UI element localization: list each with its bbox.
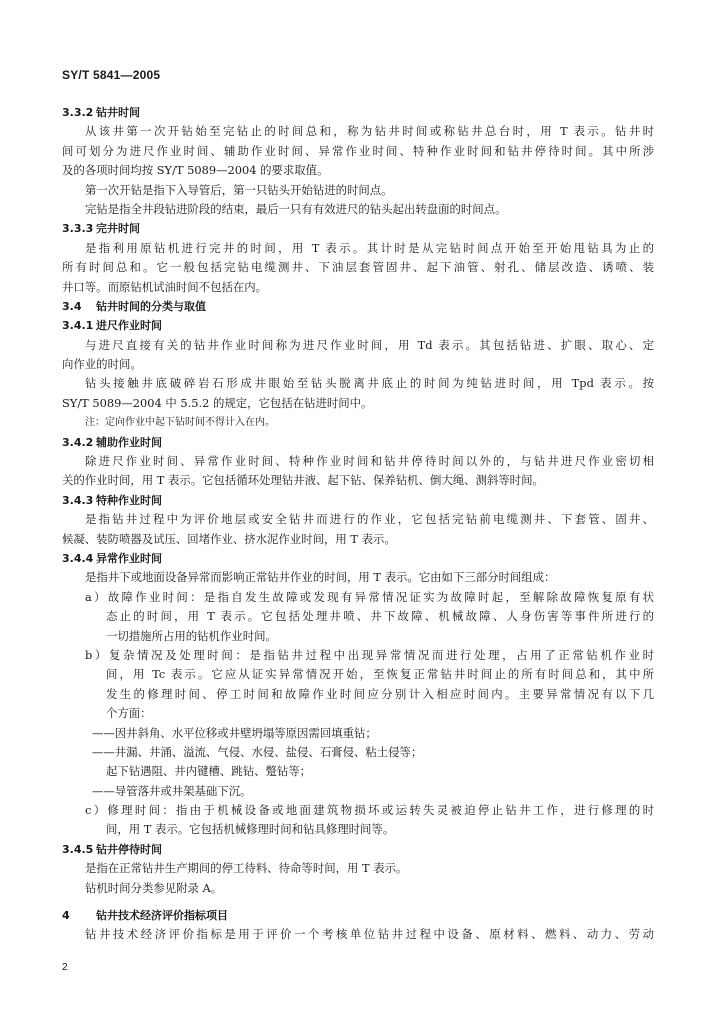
text-line: 除进尺作业时间、异常作业时间、特种作业时间和钻井停待时间以外的，与钻井进尺作业密切相 — [85, 454, 654, 469]
text-line: SY/T 5089—2004 中 5.5.2 的规定，它包括在钻进时间中。 — [62, 395, 373, 410]
text-line: 间可划分为进尺作业时间、辅助作业时间、异常作业时间、特种作业时间和钻井停待时间。其中所涉 — [62, 143, 654, 158]
section-heading — [62, 219, 654, 238]
text-line: 钻机时间分类参见附录 A。 — [85, 880, 223, 895]
text-line: 一切措施所占用的钻机作业时间。 — [106, 628, 277, 643]
section-title: 异常作业时间 — [96, 551, 162, 565]
text-line: 间，用 T 表示。它包括机械修理时间和钻具修理时间等。 — [106, 822, 395, 837]
section-number: 4 — [62, 909, 70, 923]
text-line: 态止的时间，用 T 表示。它包括处理井喷、井下故障、机械故障、人身伤害等事件所进行的 — [106, 609, 654, 624]
text-line: 是指井下或地面设备异常而影响正常钻井作业的时间，用 T 表示。它由如下三部分时间组成： — [85, 570, 556, 585]
text-line: 关的作业时间，用 T 表示。它包括循环处理钻井液、起下钻、保养钻机、倒大绳、测斜等时间。 — [62, 473, 544, 488]
section-number: 3.3.3 — [62, 222, 94, 236]
document-code: SY/T 5841—2005 — [62, 68, 161, 82]
section-heading — [62, 840, 654, 859]
text-line: 候凝、装防喷器及试压、回堵作业、挤水泥作业时间，用 T 表示。 — [62, 531, 396, 546]
text-line: a）故障作业时间：是指自发生故障或发现有异常情况证实为故障时起，至解除故障恢复原有状 — [85, 589, 654, 604]
section-heading — [62, 549, 654, 568]
section-number: 3.4.2 — [62, 435, 94, 449]
section-number: 3.3.2 — [62, 106, 94, 119]
text-line: 注：定向作业中起下钻时间不得计入在内。 — [85, 417, 275, 429]
text-line: 完钻是指全井段钻进阶段的结束，最后一只有有效进尺的钻头起出转盘面的时间点。 — [85, 201, 507, 216]
text-line: ——因井斜角、水平位移或井壁坍塌等原因需回填重钻； — [92, 725, 377, 740]
section-number: 3.4.5 — [62, 842, 94, 856]
text-line: 发生的修理时间、停工时间和故障作业时间应分别计入相应时间内。主要异常情况有以下几 — [106, 686, 654, 701]
section-number: 3.4.1 — [62, 319, 94, 333]
section-title: 辅助作业时间 — [96, 435, 162, 449]
text-line: 钻井技术经济评价指标是用于评价一个考核单位钻井过程中设备、原材料、燃料、动力、劳动 — [85, 927, 654, 942]
text-line: b）复杂情况及处理时间：是指钻井过程中出现异常情况而进行处理，占用了正常钻机作业时 — [85, 647, 654, 662]
section-heading — [62, 491, 654, 510]
section-heading — [62, 433, 654, 452]
text-line: 间，用 Tc 表示。它应从证实异常情况开始，至恢复正常钻井时间止的所有时间总和，其中所 — [106, 667, 654, 682]
section-number: 3.4.3 — [62, 493, 94, 507]
text-line: 钻头接触井底破碎岩石形成井眼始至钻头脱离井底止的时间为纯钻进时间，用 Tpd 表示。按 — [85, 376, 654, 391]
section-heading — [62, 906, 654, 925]
section-title: 钻井时间的分类与取值 — [96, 299, 206, 313]
text-line: 个方面： — [106, 706, 152, 721]
section-heading — [62, 103, 654, 122]
section-title: 钻井技术经济评价指标项目 — [96, 909, 228, 923]
page-number: 2 — [62, 962, 68, 973]
text-line: 向作业的时间。 — [62, 357, 142, 372]
section-number: 3.4 — [62, 299, 82, 313]
text-line: 是指在正常钻井生产期间的停工待料、待命等时间，用 T 表示。 — [85, 861, 408, 876]
section-title: 特种作业时间 — [96, 493, 162, 507]
text-line: 起下钻遇阻、井内键槽、跳钻、蹩钻等； — [106, 764, 312, 779]
text-line: 第一次开钻是指下入导管后，第一只钻头开始钻进的时间点。 — [85, 182, 393, 197]
text-line: 从该井第一次开钻始至完钻止的时间总和，称为钻井时间或称钻井总台时，用 T 表示。钻井时 — [85, 124, 654, 139]
section-heading — [62, 297, 654, 316]
text-line: ——导管落井或井架基础下沉。 — [92, 783, 252, 798]
section-title: 完井时间 — [96, 222, 140, 236]
text-line: 是指利用原钻机进行完井的时间，用 T 表示。其计时是从完钻时间点开始至开始甩钻具为止的 — [85, 240, 654, 255]
text-line: 所有时间总和。它一般包括完钻电缆测井、下油层套管固井、起下油管、射孔、储层改造、诱喷、装 — [62, 260, 654, 275]
section-title: 钻井停待时间 — [96, 842, 162, 856]
section-number: 3.4.4 — [62, 551, 94, 565]
text-line: 井口等。而原钻机试油时间不包括在内。 — [62, 279, 268, 294]
text-line: 与进尺直接有关的钻井作业时间称为进尺作业时间，用 Td 表示。其包括钻进、扩眼、取心、定 — [85, 337, 654, 352]
document-body — [62, 103, 654, 945]
section-title: 钻井时间 — [96, 106, 140, 119]
text-line: c）修理时间：指由于机械设备或地面建筑物损坏或运转失灵被迫停止钻井工作，进行修理的时 — [85, 803, 654, 818]
text-line: ——井漏、井涌、溢流、气侵、水侵、盐侵、石膏侵、粘土侵等； — [92, 744, 423, 759]
text-line: 是指钻井过程中为评价地层或安全钻井而进行的作业，它包括完钻前电缆测井、下套管、固井、 — [85, 512, 654, 527]
section-heading — [62, 316, 654, 335]
text-line: 及的各项时间均按 SY/T 5089—2004 的要求取值。 — [62, 163, 329, 178]
section-title: 进尺作业时间 — [96, 319, 162, 333]
